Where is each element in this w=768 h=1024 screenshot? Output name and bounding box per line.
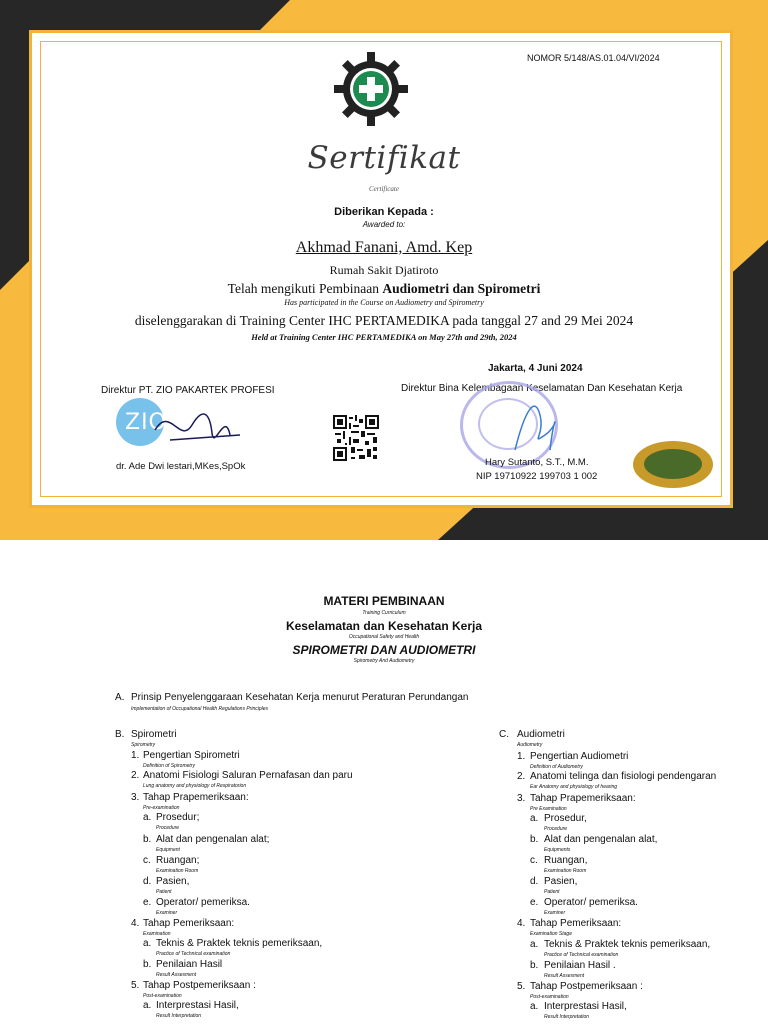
list-item-en: Examination <box>143 931 171 937</box>
section-c-title-en: Audiometry <box>517 742 543 748</box>
list-item: Tahap Postpemeriksaan : <box>143 980 256 991</box>
list-item: Tahap Postpemeriksaan : <box>530 981 643 992</box>
qr-code <box>333 415 379 461</box>
awarded-to-label: Diberikan Kepada : <box>334 206 434 218</box>
sub-item-letter: b. <box>530 834 539 845</box>
section-a-label: A. <box>115 692 125 703</box>
sub-item-en: Patient <box>156 889 172 895</box>
sub-item-en: Examination Room <box>544 868 587 874</box>
sub-item: Interprestasi Hasil, <box>156 1000 239 1011</box>
list-item-number: 1. <box>517 751 526 762</box>
sub-item-en: Practice of Technical examination <box>156 951 231 957</box>
recipient-name: Akhmad Fanani, Amd. Kep <box>295 239 473 256</box>
section-b-label: B. <box>115 729 125 740</box>
held-statement: diselenggarakan di Training Center IHC PERTAMEDIKA pada tanggal 27 and 29 Mei 2024 <box>134 313 634 328</box>
sub-item-letter: b. <box>530 960 539 971</box>
participation-statement <box>0 281 768 297</box>
sub-item-letter: c. <box>530 855 538 866</box>
list-item: Anatomi telinga dan fisiologi pendengaran <box>530 771 717 782</box>
list-item-number: 5. <box>131 980 140 991</box>
sub-item-en: Result Interpretation <box>156 1013 202 1019</box>
right-signatory-nip: NIP 19710922 199703 1 002 <box>476 471 598 482</box>
sub-item: Alat dan pengenalan alat; <box>156 834 270 845</box>
sub-item-en: Result Interpretation <box>544 1014 590 1020</box>
sub-item-letter: a. <box>143 938 152 949</box>
section-a-title-en: Implementation of Occupational Health Regulations Principles <box>131 706 269 712</box>
sub-item-en: Examiner <box>544 910 566 916</box>
zio-stamp-text: ZIO <box>125 410 167 435</box>
section-c-label: C. <box>499 729 509 740</box>
sub-item: Pasien, <box>156 876 190 887</box>
left-signatory-name: dr. Ade Dwi lestari,MKes,SpOk <box>116 461 246 472</box>
sub-item: Teknis & Praktek teknis pemeriksaan, <box>156 938 323 949</box>
sub-item-en: Equipments <box>544 847 571 853</box>
list-item: Pengertian Audiometri <box>530 751 629 762</box>
sub-item-en: Practice of Technical examination <box>544 952 619 958</box>
sub-item: Alat dan pengenalan alat, <box>544 834 658 845</box>
accreditation-badge-inner <box>644 449 702 479</box>
list-item-number: 4. <box>131 918 140 929</box>
sub-item-letter: a. <box>530 1001 539 1012</box>
list-item-number: 3. <box>517 793 526 804</box>
list-item-number: 5. <box>517 981 526 992</box>
k3-safety-logo <box>334 52 408 126</box>
list-item-en: Pre-examination <box>143 805 180 811</box>
list-item: Tahap Pemeriksaan: <box>530 918 622 929</box>
syllabus-subtitle-en: Occupational Safety and Health <box>348 634 420 640</box>
right-signatory-title: Direktur Bina Kelembagaan Keselamatan Dan Kesehatan Kerja <box>401 383 683 394</box>
certificate-number: NOMOR 5/148/AS.01.04/VI/2024 <box>527 53 660 63</box>
syllabus-topic-en: Spirometry And Audiometry <box>353 658 415 664</box>
sub-item-en: Result Assesment <box>156 972 197 978</box>
right-signatory-name: Hary Sutanto, S.T., M.M. <box>485 457 589 468</box>
sub-item: Penilaian Hasil . <box>544 960 616 971</box>
left-signatory-title: Direktur PT. ZIO PAKARTEK PROFESI <box>101 385 275 396</box>
sub-item-letter: b. <box>143 959 152 970</box>
list-item-en: Definition of Spirometry <box>143 763 195 769</box>
list-item-number: 1. <box>131 750 140 761</box>
sub-item: Prosedur, <box>544 813 587 824</box>
sub-item-letter: d. <box>530 876 539 887</box>
list-item-en: Examination Stage <box>530 931 572 937</box>
sub-item: Operator/ pemeriksa. <box>544 897 638 908</box>
sub-item-letter: b. <box>143 834 152 845</box>
list-item-en: Definition of Audiometry <box>530 764 583 770</box>
sub-item: Ruangan, <box>544 855 588 866</box>
sub-item-en: Examination Room <box>156 868 199 874</box>
sub-item-letter: a. <box>530 939 539 950</box>
list-item: Tahap Prapemeriksaan: <box>143 792 249 803</box>
list-item-number: 2. <box>517 771 526 782</box>
sub-item-letter: a. <box>143 812 152 823</box>
list-item-number: 3. <box>131 792 140 803</box>
list-item: Tahap Prapemeriksaan: <box>530 793 636 804</box>
sub-item-letter: a. <box>530 813 539 824</box>
awarded-to-label-en: Awarded to: <box>362 220 406 229</box>
course-name: Audiometri dan Spirometri <box>382 281 541 296</box>
section-c-title: Audiometri <box>517 729 565 740</box>
sub-item: Ruangan; <box>156 855 200 866</box>
certificate-title: Sertifikat <box>307 140 461 176</box>
sub-item-letter: c. <box>143 855 151 866</box>
recipient-institution: Rumah Sakit Djatiroto <box>329 263 439 277</box>
sub-item: Interprestasi Hasil, <box>544 1001 627 1012</box>
held-statement-en: Held at Training Center IHC PERTAMEDIKA on May 27th and 29th, 2024 <box>251 332 517 342</box>
sub-item: Prosedur; <box>156 812 200 823</box>
sub-item-en: Examiner <box>156 910 178 916</box>
sub-item-letter: e. <box>530 897 539 908</box>
sub-item: Penilaian Hasil <box>156 959 223 970</box>
syllabus-title-en: Training Curriculum <box>362 610 406 616</box>
sub-item-en: Equipment <box>156 847 180 853</box>
list-item-en: Post-examination <box>530 994 569 1000</box>
list-item-en: Lung anatomy and physiology of Respiratorion <box>143 783 247 789</box>
list-item: Tahap Pemeriksaan: <box>143 918 235 929</box>
list-item: Pengertian Spirometri <box>143 750 240 761</box>
right-signature <box>505 390 565 460</box>
list-item-number: 4. <box>517 918 526 929</box>
list-item-en: Post-examination <box>143 993 182 999</box>
sub-item-en: Patient <box>544 889 560 895</box>
sub-item-letter: d. <box>143 876 152 887</box>
sub-item-letter: e. <box>143 897 152 908</box>
sub-item-en: Procedure <box>544 826 568 832</box>
list-item: Anatomi Fisiologi Saluran Pernafasan dan paru <box>143 770 353 781</box>
syllabus-title: MATERI PEMBINAAN <box>323 594 445 608</box>
list-item-en: Pre Examination <box>530 806 567 812</box>
syllabus-subtitle: Keselamatan dan Kesehatan Kerja <box>285 619 483 633</box>
participation-prefix: Telah mengikuti Pembinaan <box>227 281 383 296</box>
certificate-title-en: Certificate <box>369 185 399 193</box>
sub-item-letter: a. <box>143 1000 152 1011</box>
sub-item-en: Procedure <box>156 825 180 831</box>
sub-item-en: Result Assesment <box>544 973 585 979</box>
syllabus-topic: SPIROMETRI DAN AUDIOMETRI <box>292 643 476 657</box>
section-a-title: Prinsip Penyelenggaraan Kesehatan Kerja menurut Peraturan Perundangan <box>131 692 469 703</box>
participation-statement-en: Has participated in the Course on Audiometry and Spirometry <box>284 298 484 307</box>
sub-item: Operator/ pemeriksa. <box>156 897 250 908</box>
place-date: Jakarta, 4 Juni 2024 <box>488 363 583 374</box>
left-signature <box>150 395 245 455</box>
sub-item: Teknis & Praktek teknis pemeriksaan, <box>544 939 711 950</box>
list-item-number: 2. <box>131 770 140 781</box>
list-item-en: Ear Anatomy and physiology of hearing <box>530 784 618 790</box>
section-b-title-en: Spirometry <box>131 742 156 748</box>
sub-item: Pasien, <box>544 876 578 887</box>
section-b-title: Spirometri <box>131 729 177 740</box>
